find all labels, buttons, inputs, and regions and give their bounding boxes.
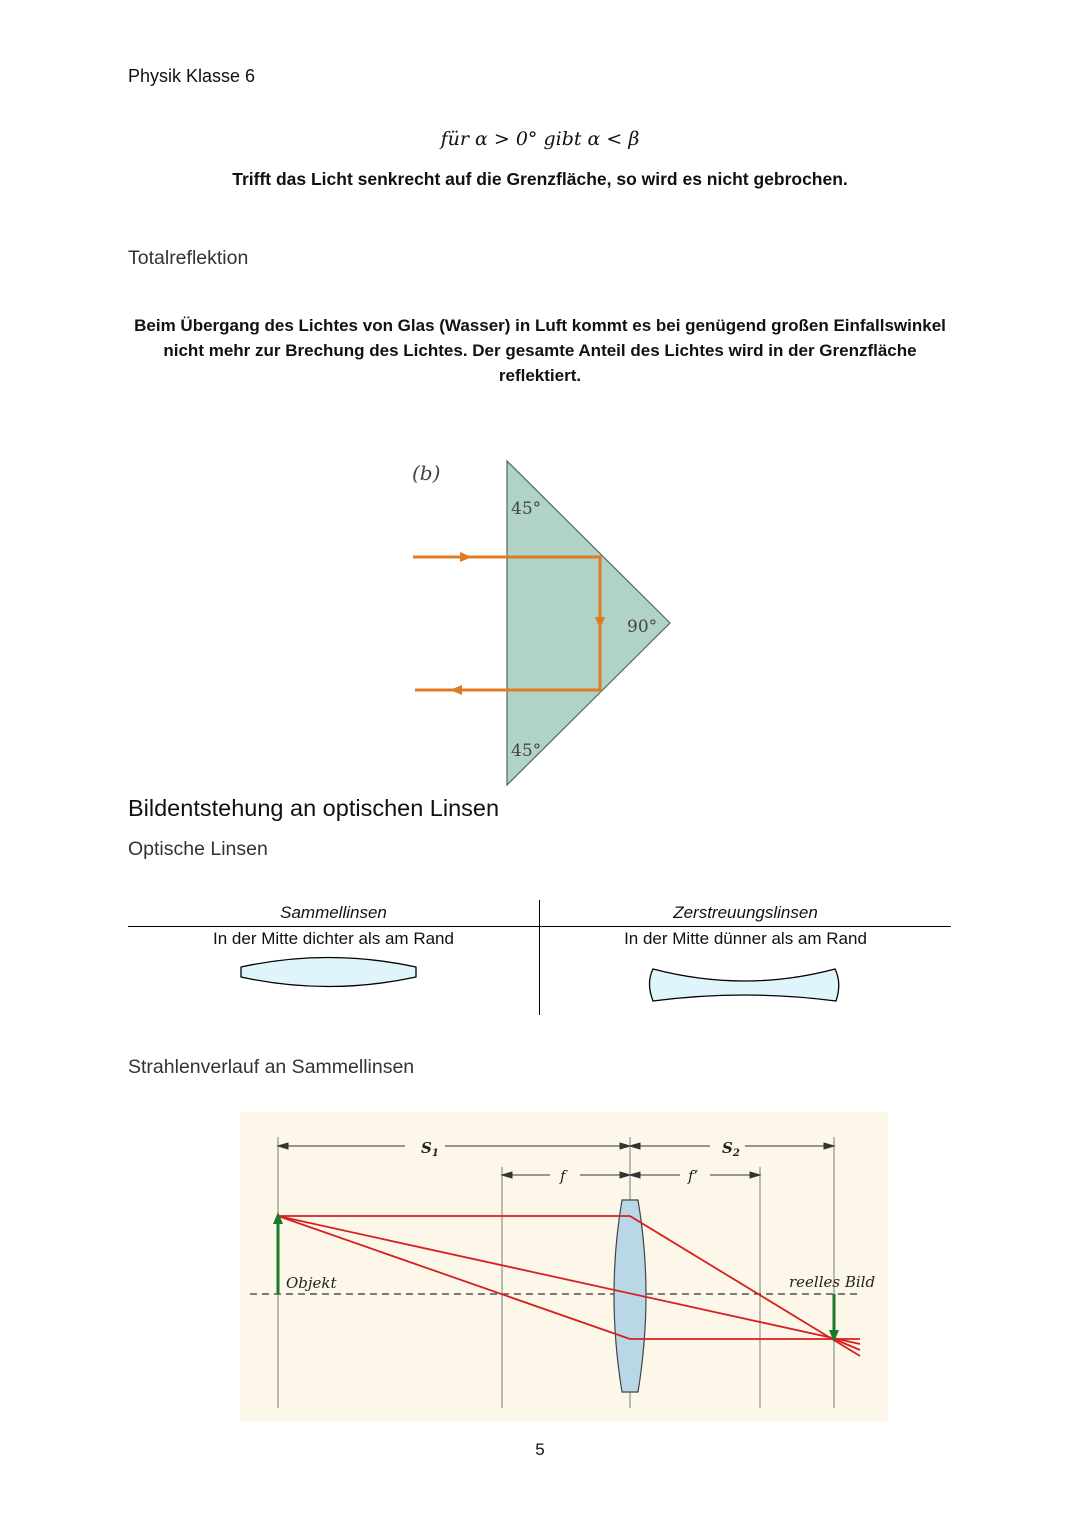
converging-lens-description: In der Mitte dichter als am Rand: [213, 929, 454, 948]
object-label: Objekt: [286, 1274, 337, 1292]
s1-label: $S_1$: [421, 1139, 439, 1159]
ray-arrow-out: [450, 685, 462, 695]
lenses-subtitle: Optische Linsen: [128, 838, 268, 860]
total-reflection-heading: Totalreflektion: [128, 247, 249, 269]
diverging-lens-description: In der Mitte dünner als am Rand: [624, 929, 867, 948]
f-label: f: [560, 1167, 566, 1185]
page-header: Physik Klasse 6: [128, 66, 256, 86]
converging-lens-name: Sammellinsen: [280, 903, 387, 922]
ray-diagram-heading: Strahlenverlauf an Sammellinsen: [128, 1056, 415, 1078]
ray-diagram: [240, 1112, 888, 1422]
converging-lens-column: [128, 900, 539, 1011]
diverging-lens-name: Zerstreuungslinsen: [673, 903, 818, 922]
converging-lens-shape: [128, 951, 539, 1006]
page-number: 5: [535, 1440, 545, 1459]
total-reflection-paragraph: Beim Übergang des Lichtes von Glas (Wasser) in Luft kommt es bei genügend großen Einfallswinkel nicht mehr zur Brechung des Lichtes. Der gesamte Anteil des Lichtes wird in der Grenzfläche reflektiert.: [134, 316, 946, 385]
lens-comparison-table: [128, 900, 951, 1015]
diverging-lens-shape: [540, 951, 951, 1011]
f-prime-label: f‘: [688, 1167, 699, 1185]
figure-label: (b): [412, 461, 441, 485]
angle-right: 90°: [627, 617, 658, 637]
lenses-title: Bildentstehung an optischen Linsen: [128, 795, 500, 821]
s2-label: $S_2$: [722, 1139, 740, 1159]
refraction-note: Trifft das Licht senkrecht auf die Grenzfläche, so wird es nicht gebrochen.: [232, 169, 848, 189]
diverging-lens-column: [540, 900, 951, 1016]
refraction-formula: für α > 0° gibt α < β: [440, 128, 640, 150]
prism-figure: [400, 455, 690, 795]
angle-bottom: 45°: [511, 741, 542, 761]
image-label: reelles Bild: [789, 1273, 876, 1291]
ray-arrow-in: [460, 552, 472, 562]
angle-top: 45°: [511, 499, 542, 519]
